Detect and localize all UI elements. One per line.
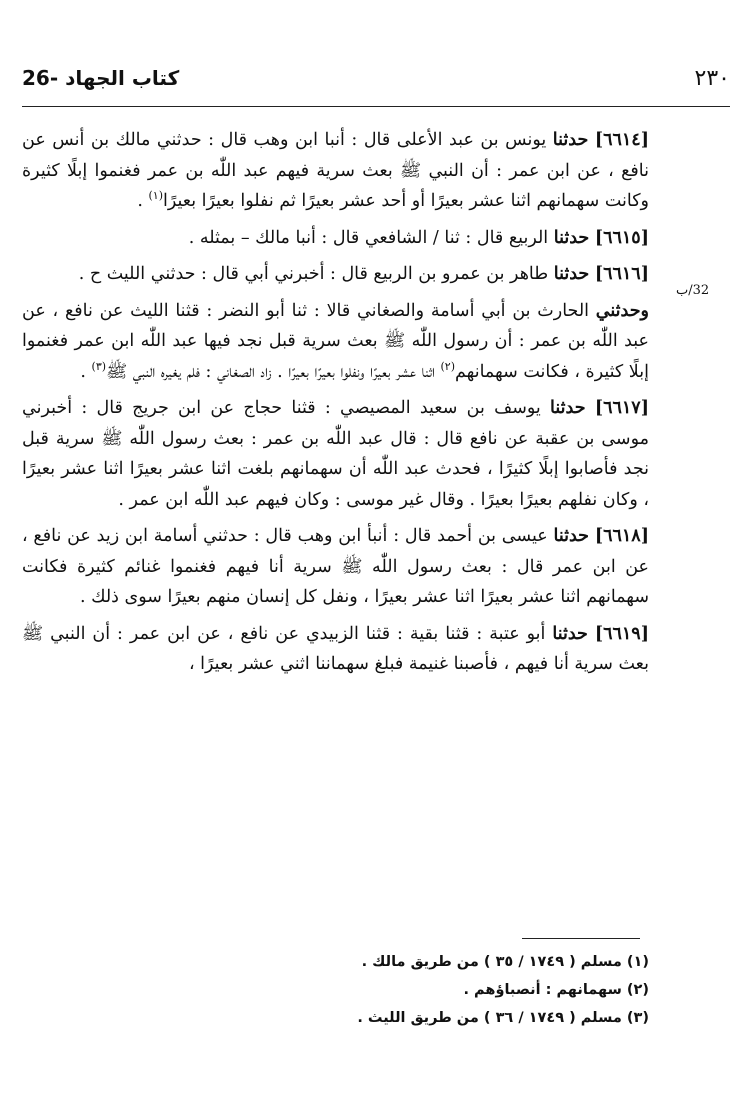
hadith-text: يونس بن عبد الأعلى قال : أنبا ابن وهب قال : حدثني مالك بن أنس عن نافع ، عن ابن عمر : أن النبي ﷺ بعث سرية فيهم عبد اللّٰه بن عمر فغنموا إبلًا كثيرة وكانت سهمانهم اثنا عشر بعيرًا أو أحد عشر بعيرًا ثم نفلوا بعيرًا بعيرًا (22, 130, 649, 211)
page-number: ٢٣٠ (694, 66, 730, 91)
hadith-number: [٦٦١٧] (594, 398, 649, 418)
footnote-ref: (٢) (440, 359, 456, 373)
hadith-text: طاهر بن عمرو بن الربيع قال : أخبرني أبي قال : حدثني الليث ح . (78, 264, 554, 284)
footnote: (١) مسلم ( ١٧٤٩ / ٣٥ ) من طريق مالك . (361, 954, 649, 970)
header-divider (22, 106, 730, 107)
hadith-text: يوسف بن سعيد المصيصي : قثنا حجاج عن ابن جريج قال : أخبرني موسى بن عقبة عن نافع قال : قال عبد اللّٰه بن عمر : بعث رسول اللّٰه ﷺ سرية قبل نجد فأصابوا إبلًا كثيرًا ، فحدث عبد اللّٰه أن سهمانهم بلغت اثنا عشر بعيرًا اثنا عشر بعيرًا ، وكان نفلهم بعيرًا بعيرًا . وقال غير موسى : وكان فيهم عبد اللّٰه ابن عمر . (22, 398, 649, 510)
hadith-number: [٦٦١٩] (594, 623, 649, 644)
hadith-paragraph (22, 619, 649, 680)
narration-keyword: حدثنا (553, 227, 590, 248)
hadith-text: عيسى بن أحمد قال : أنبأ ابن وهب قال : حدثني أسامة ابن زيد عن نافع ، عن ابن عمر قال : بعث رسول اللّٰه ﷺ سرية أنا فيهم فغنموا غنائم كثيرة فكانت سهمانهم اثنا عشر بعيرًا اثنا عشر بعيرًا ، ونفل كل إنسان منهم بعيرًا سوى ذلك . (22, 526, 649, 607)
hadith-text-tail: اثنا عشر بعيرًا ونفلوا بعيرًا بعيرًا . زاد الصغاني : فلم يغيره النبي ﷺ (106, 361, 441, 382)
hadith-text-tail: . (137, 191, 149, 211)
narration-keyword: حدثنا (552, 130, 589, 150)
narration-keyword: وحدثني (595, 300, 649, 321)
hadith-number: [٦٦١٤] (594, 130, 649, 150)
hadith-number: [٦٦١٦] (594, 264, 649, 284)
hadith-paragraph (22, 296, 649, 388)
footnote-divider (522, 938, 640, 939)
footnotes (300, 948, 649, 1032)
narration-keyword: حدثنا (553, 526, 590, 546)
hadith-paragraph (22, 259, 649, 290)
page-header (22, 62, 730, 102)
narration-keyword: حدثنا (552, 623, 588, 644)
margin-folio-note: 32/ب (676, 283, 710, 298)
hadith-paragraph (22, 521, 649, 613)
narration-keyword: حدثنا (550, 398, 586, 418)
footnote-ref: (١) (148, 189, 163, 203)
footnote: (٣) مسلم ( ١٧٤٩ / ٣٦ ) من طريق الليث . (357, 1010, 649, 1026)
hadith-paragraph (22, 393, 649, 515)
hadith-text: الربيع قال : ثنا / الشافعي قال : أنبا مالك – بمثله . (188, 227, 554, 248)
hadith-text: الحارث بن أبي أسامة والصغاني قالا : ثنا أبو النضر : قثنا الليث عن نافع ، عن عبد اللّٰه بن عمر : أن رسول اللّٰه ﷺ بعث سرية قبل نجد فيها عبد اللّٰه ابن عمر فغنموا إبلًا كثيرة ، فكانت سهمانهم (22, 300, 649, 382)
footnote: (٢) سهمانهم : أنصباؤهم . (463, 982, 649, 998)
hadith-text: أبو عتبة : قثنا بقية : قثنا الزبيدي عن نافع ، عن ابن عمر : أن النبي ﷺ بعث سرية أنا فيهم ، فأصبنا غنيمة فبلغ سهماننا اثني عشر بعيرًا ، (22, 623, 649, 674)
hadith-paragraph (22, 223, 649, 254)
chapter-title: 26- كتاب الجهاد (22, 66, 180, 90)
hadith-number: [٦٦١٨] (594, 526, 649, 546)
hadith-number: [٦٦١٥] (594, 227, 649, 248)
footnote-ref: (٣) (91, 359, 107, 373)
narration-keyword: حدثنا (553, 264, 590, 284)
hadith-paragraph (22, 125, 649, 217)
main-text (22, 125, 649, 686)
hadith-text-tail: . (80, 361, 92, 382)
